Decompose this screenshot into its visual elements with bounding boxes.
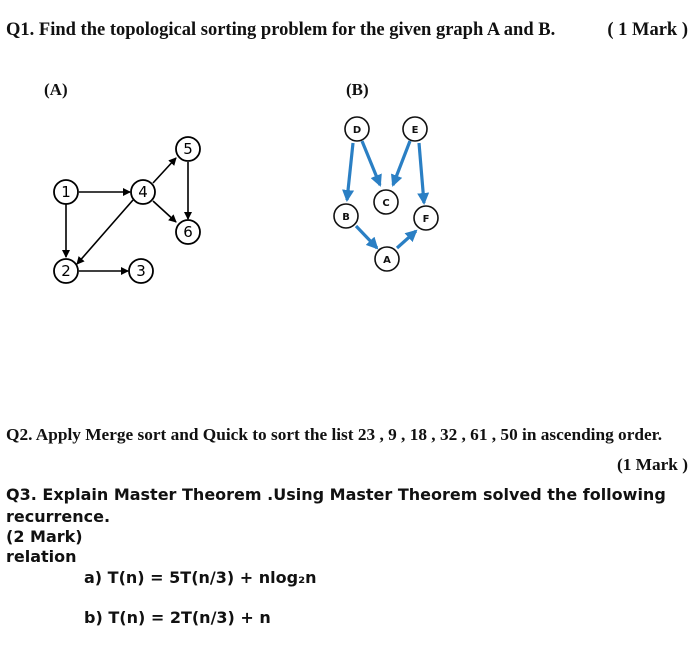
edge-d-b [347, 143, 353, 200]
graph-a-node-5 [176, 137, 200, 161]
svg-text:A: A [383, 255, 391, 266]
edge-a-f [397, 231, 416, 248]
svg-text:D: D [352, 125, 362, 136]
question-1-text: Q1. Find the topological sorting problem for the given graph A and B. [6, 20, 556, 40]
question-3-mark: (2 Mark) [6, 527, 83, 546]
svg-text:3: 3 [136, 262, 146, 280]
svg-text:B: B [342, 212, 350, 223]
edge-e-c [393, 141, 410, 185]
graph-a-node-3 [129, 259, 153, 283]
graph-a-node-4 [131, 180, 155, 204]
graph-a-node-6 [176, 220, 200, 244]
svg-text:C: C [382, 198, 390, 209]
question-3-line-4: relation [6, 547, 77, 566]
recurrence-a: a) T(n) = 5T(n/3) + nlog₂n [84, 568, 317, 587]
graph-a-node-1 [54, 180, 78, 204]
svg-text:4: 4 [138, 183, 148, 201]
graph-b-label: (B) [346, 80, 369, 99]
edge-b-a [356, 226, 377, 248]
edge-e-f [419, 143, 424, 203]
svg-text:1: 1 [61, 183, 71, 201]
recurrence-b: b) T(n) = 2T(n/3) + n [84, 608, 271, 627]
svg-text:5: 5 [183, 140, 193, 158]
svg-text:F: F [422, 214, 430, 225]
graph-a-node-2 [54, 259, 78, 283]
graph-b-node-c [374, 190, 398, 214]
edge-4-5 [153, 158, 176, 183]
svg-text:2: 2 [61, 262, 71, 280]
edge-d-c [362, 141, 380, 185]
graph-a-label: (A) [44, 80, 68, 99]
graph-b [322, 110, 452, 290]
question-1-mark: ( 1 Mark ) [607, 20, 688, 40]
question-2-mark: (1 Mark ) [616, 455, 688, 474]
edge-4-2 [77, 200, 133, 264]
svg-text:6: 6 [183, 223, 193, 241]
edge-4-6 [153, 201, 176, 222]
graph-b-node-f [414, 206, 438, 230]
svg-text:E: E [411, 125, 419, 136]
graph-b-node-b [334, 204, 358, 228]
graph-b-node-d [345, 117, 369, 141]
question-3-line-2: recurrence. [6, 507, 111, 526]
graph-b-node-a [375, 247, 399, 271]
graph-a [40, 125, 220, 290]
graph-b-node-e [403, 117, 427, 141]
question-3-line-1: Q3. Explain Master Theorem .Using Master Theorem solved the following [6, 485, 666, 504]
question-2-text: Q2. Apply Merge sort and Quick to sort the list 23 , 9 , 18 , 32 , 61 , 50 in ascending order. [6, 425, 663, 444]
